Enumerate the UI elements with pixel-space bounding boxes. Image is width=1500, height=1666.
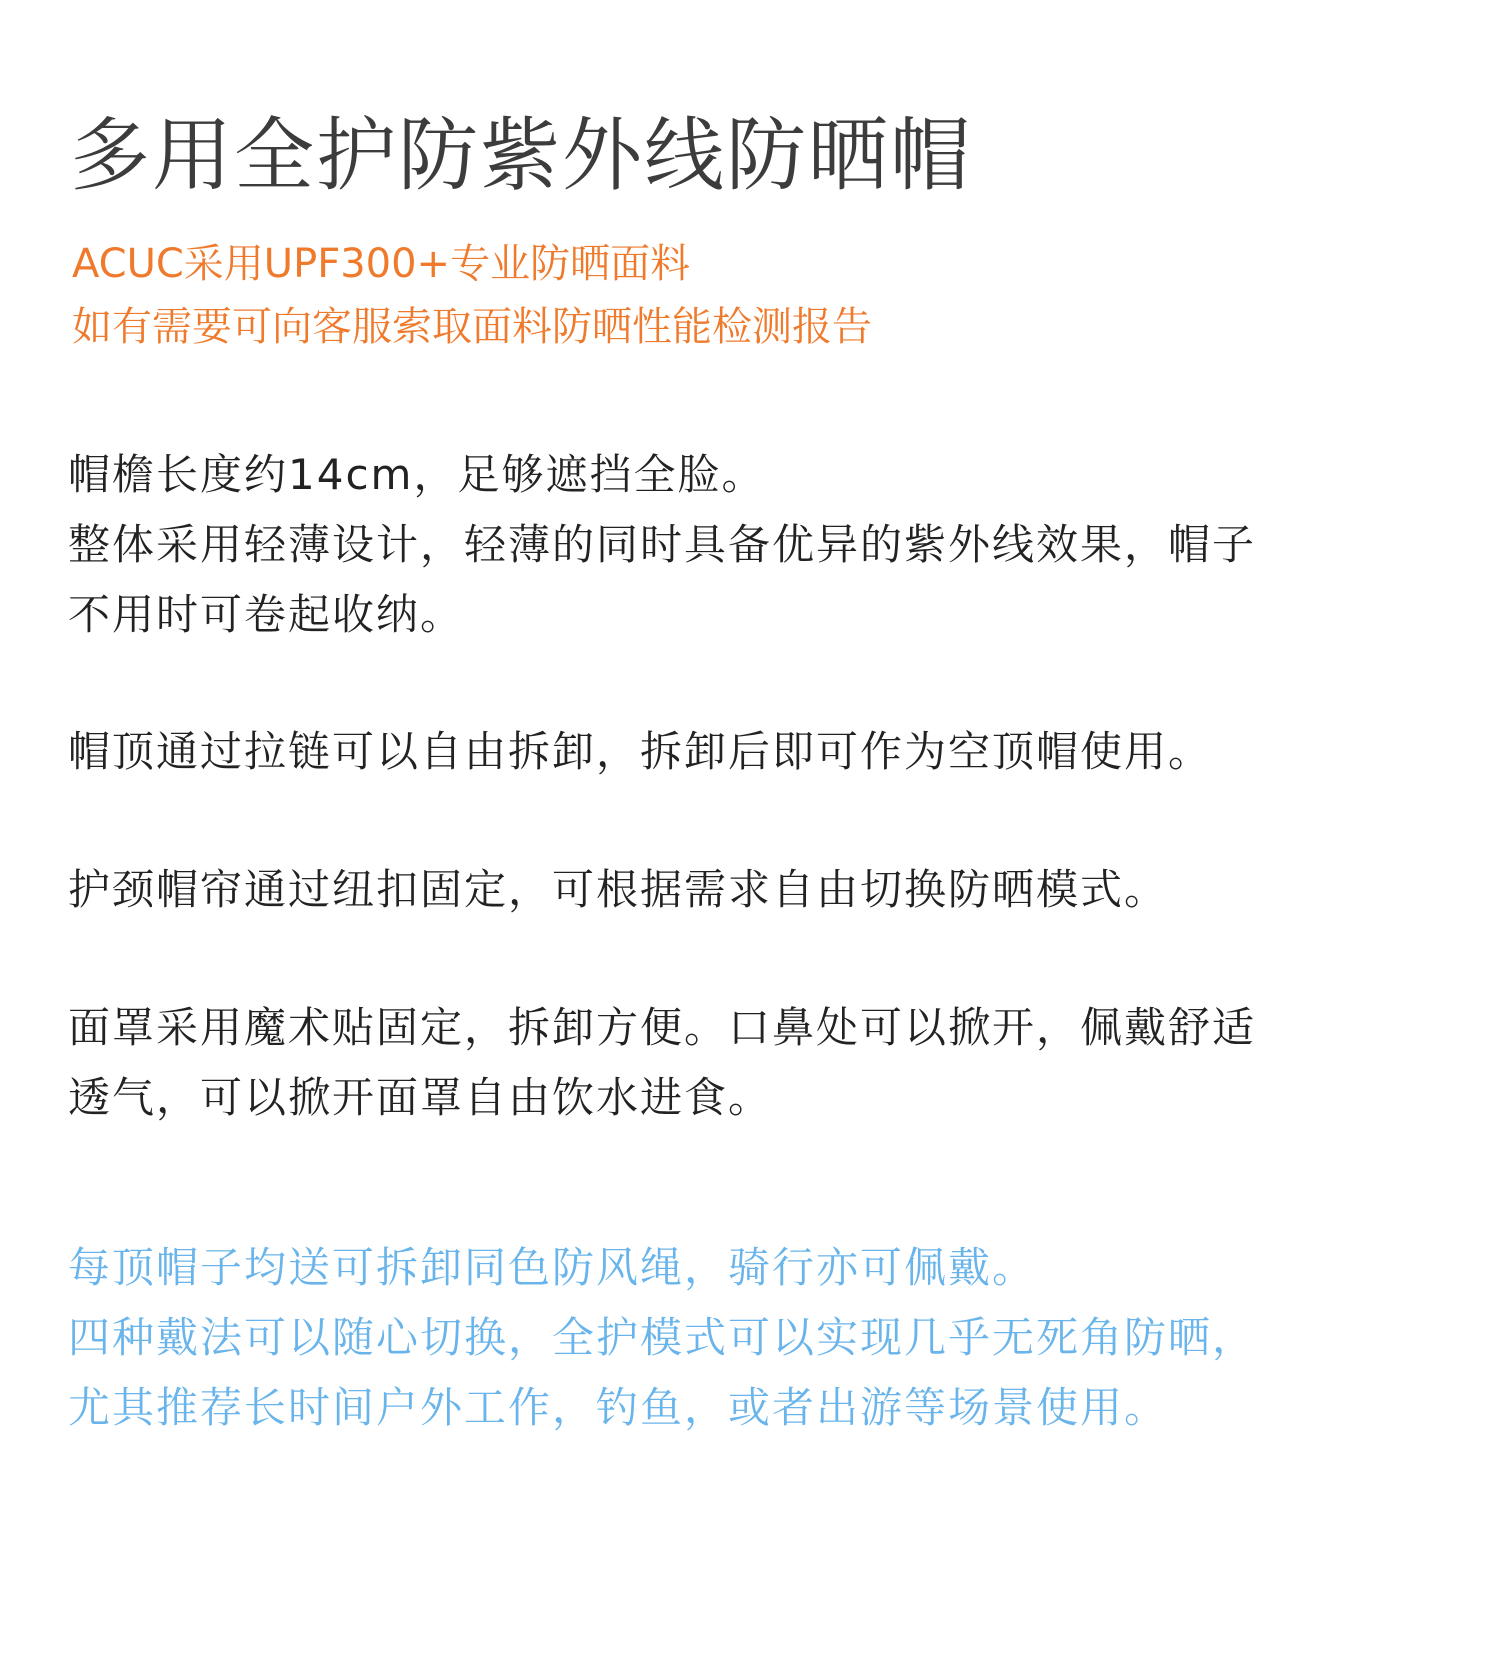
highlight-line: 尤其推荐长时间户外工作，钓鱼，或者出游等场景使用。 — [68, 1383, 1169, 1432]
highlight-paragraph — [68, 1233, 1256, 1443]
paragraph-line: 透气，可以掀开面罩自由饮水进食。 — [68, 1073, 773, 1122]
paragraph-line: 不用时可卷起收纳。 — [68, 590, 465, 639]
page-title: 多用全护防紫外线防晒帽 — [70, 109, 972, 202]
paragraph-line: 护颈帽帘通过纽扣固定，可根据需求自由切换防晒模式。 — [68, 865, 1169, 914]
paragraph-line: 面罩采用魔术贴固定，拆卸方便。口鼻处可以掀开，佩戴舒适 — [68, 1003, 1257, 1052]
paragraph-neck-curtain — [68, 855, 1168, 925]
subtitle-line-2: 如有需要可向客服索取面料防晒性能检测报告 — [72, 304, 872, 350]
subtitle-line-1: ACUC采用UPF300+专业防晒面料 — [72, 241, 691, 287]
paragraph-line: 整体采用轻薄设计，轻薄的同时具备优异的紫外线效果，帽子 — [68, 520, 1257, 569]
paragraph-brim — [68, 440, 1256, 650]
paragraph-zipper-top — [68, 717, 1212, 787]
highlight-line: 四种戴法可以随心切换，全护模式可以实现几乎无死角防晒， — [68, 1313, 1257, 1362]
paragraph-line: 帽檐长度约14cm，足够遮挡全脸。 — [68, 450, 766, 499]
paragraph-line: 帽顶通过拉链可以自由拆卸，拆卸后即可作为空顶帽使用。 — [68, 727, 1213, 776]
paragraph-face-mask — [68, 993, 1256, 1133]
highlight-line: 每顶帽子均送可拆卸同色防风绳，骑行亦可佩戴。 — [68, 1243, 1037, 1292]
